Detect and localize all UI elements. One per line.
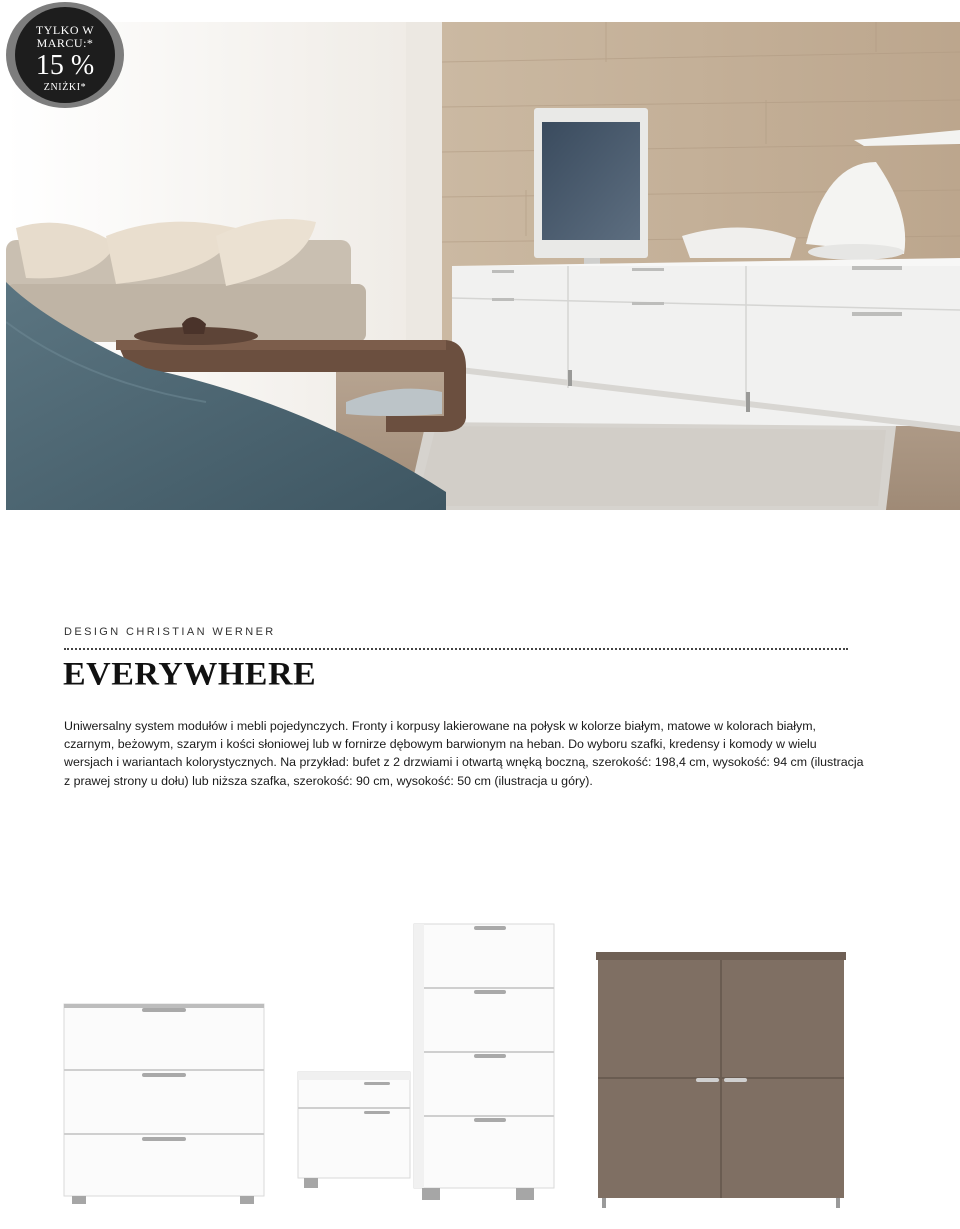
description-line: Uniwersalny system modułów i mebli pojedynczych. Fronty i korpusy lakierowane na połysk w kolorze białym, matowe w kolorach białym,	[64, 719, 816, 733]
hero-photo	[6, 22, 960, 510]
promo-discount: 15 %	[35, 50, 95, 81]
promo-line-4: ZNIŻKI*	[43, 82, 87, 93]
dotted-divider	[64, 648, 848, 650]
description-line: z prawej strony u dołu) lub niższa szafka, szerokość: 90 cm, wysokość: 50 cm (ilustracja u góry).	[64, 773, 593, 788]
promo-line-2: MARCU:*	[36, 36, 94, 50]
tall-drawer-unit-image	[414, 924, 554, 1200]
promo-badge-inner	[15, 7, 115, 103]
furniture-illustrations	[0, 880, 960, 1224]
description-line: wersjach i wariantach kolorystycznych. Na przykład: bufet z 2 drzwiami i otwartą wnęką boczną, szerokość: 198,4 cm, wysokość: 94 cm (ilustracja	[64, 755, 864, 770]
product-title: EVERYWHERE	[63, 656, 317, 693]
brown-cabinet-image	[596, 952, 846, 1208]
promo-line-1: TYLKO W	[35, 23, 95, 37]
promo-badge	[6, 2, 124, 108]
designer-credit: DESIGN CHRISTIAN WERNER	[64, 626, 276, 638]
description-line: czarnym, beżowym, szarym i kości słoniowej lub w fornirze dębowym barwionym na heban. Do wyboru szafki, kredensy i komody w wielu	[64, 737, 817, 752]
small-cabinet-image	[298, 1072, 410, 1188]
product-description	[64, 717, 864, 790]
chest-of-drawers-image	[64, 1004, 264, 1204]
